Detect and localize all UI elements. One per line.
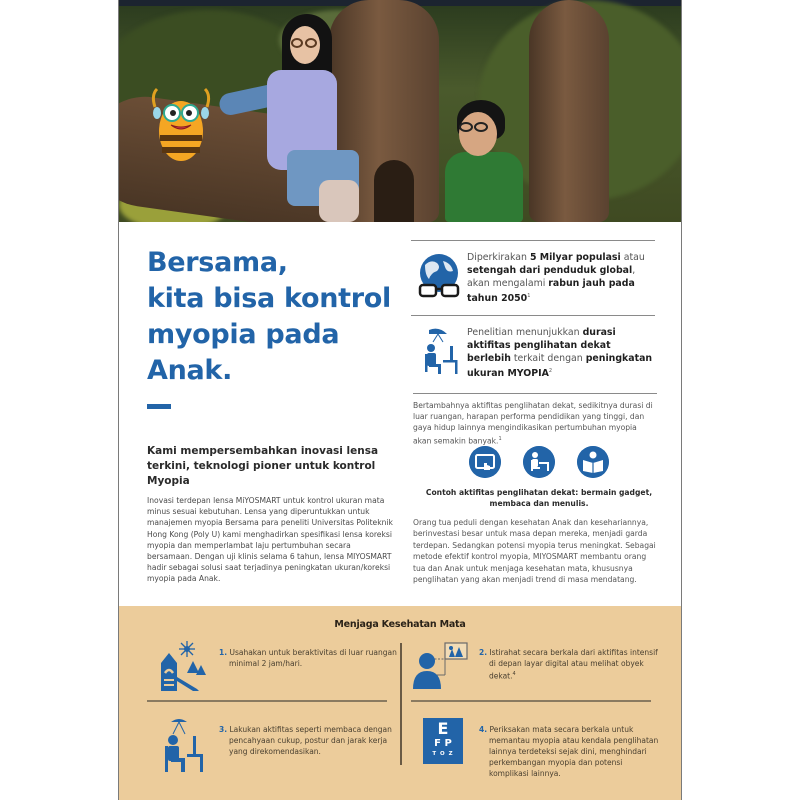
stat-text-bold: setengah dari penduduk global [467, 265, 633, 276]
headline-line: myopia pada [147, 319, 340, 350]
intro-subheading: Kami mempersembahkan inovasi lensa terkini, teknologi pioner untuk kontrol Myopia [147, 445, 379, 487]
playground-sun-icon [159, 639, 207, 693]
bee-mascot [149, 85, 213, 167]
brochure-page [118, 0, 682, 800]
desk-lamp-posture-icon [159, 716, 207, 776]
stat-text [467, 326, 653, 380]
stat-text-part: , akan mengalami [467, 265, 636, 289]
accent-dash [147, 404, 171, 409]
stat-text-part: Diperkirakan [467, 252, 530, 263]
headline-line: kita bisa kontrol [147, 283, 391, 314]
girl-leg [319, 180, 359, 222]
tip-text [479, 647, 659, 682]
person-screen-icon [411, 639, 471, 693]
horizontal-divider [147, 700, 387, 702]
tip-text [479, 724, 659, 779]
girl-glasses [291, 38, 303, 48]
boy-glasses [459, 122, 473, 132]
stat-text-part: Penelitian menunjukkan [467, 327, 583, 338]
tip-number: 1. [219, 648, 228, 657]
footnote-ref: 4 [512, 671, 516, 677]
girl-glasses [305, 38, 317, 48]
stat-research [411, 315, 655, 390]
stat-text-bold: peningkatan ukuran MYOPIA [467, 353, 653, 380]
tip-text [219, 647, 399, 669]
footnote-ref: 1 [498, 435, 502, 442]
stat-text-part: atau [620, 252, 645, 263]
boy-glasses [474, 122, 488, 132]
headline [147, 245, 397, 389]
stat-text-bold: rabun jauh pada tahun 2050 [467, 278, 635, 305]
boy-face [459, 112, 497, 156]
tip-number: 4. [479, 725, 488, 734]
tips-title: Menjaga Kesehatan Mata [334, 619, 466, 630]
tip-number: 3. [219, 725, 228, 734]
parents-paragraph: Orang tua peduli dengan kesehatan Anak dan kesehariannya, berinvestasi besar untuk masa depan mereka, menjadi garda terdepan. Sedangkan potensi myopia terus meningkat. Sebagai metode efektif kontrol myopia, MIYOSMART membantu orang tua dan Anak untuk menjaga kesehatan mata, khususnya penglihatan yang akan menjadi trend di masa mendatang. [413, 518, 656, 585]
person-at-desk-icon [417, 328, 461, 376]
tip-text [219, 724, 399, 757]
eye-chart-icon [423, 718, 463, 764]
hero-photo [119, 0, 681, 222]
tip-number: 2. [479, 648, 488, 657]
tips-section [119, 606, 681, 800]
headline-line: Anak. [147, 355, 233, 386]
horizontal-divider [411, 700, 651, 702]
stat-text-bold: durasi aktifitas penglihatan dekat berlebih [467, 327, 616, 364]
stat-text-part: terkait dengan [510, 353, 586, 364]
factors-text: Bertambahnya aktifitas penglihatan dekat, sedikitnya durasi di luar ruangan, harapan performa pendidikan yang tinggi, dan gaya hidup lainnya mengindikasikan pertumbuhan myopia akan semakin banyak. [413, 401, 653, 446]
headline-line: Bersama, [147, 247, 288, 278]
writing-at-desk-icon [523, 446, 555, 478]
reading-book-icon [577, 446, 609, 478]
footnote-ref: 2 [548, 368, 553, 374]
stat-population [411, 240, 655, 315]
tree-trunk [529, 0, 609, 222]
tip-body: Istirahat secara berkala dari aktifitas intensif di depan layar digital atau melihat obyek dekat. [489, 648, 658, 681]
tablet-touch-icon [469, 446, 501, 478]
eye-chart-row: F P [434, 738, 452, 749]
globe-glasses-icon [417, 253, 461, 301]
intro-body: Inovasi terdepan lensa MiYOSMART untuk kontrol ukuran mata minus sesuai kebutuhan. Lensa yang diperuntukkan untuk manajemen myopia Bersama para peneliti Universitas Politeknik Hong Kong (Poly U) kami menghadirkan spesifikasi lensa koreksi myopia dan memperlambat laju pertumbuhan secara bersamaan. Dengan uji klinis selama 6 tahun, lensa MIYOSMART hadir sebagai solusi saat terjadinya peningkatan ukuran/koreksi myopia pada Anak. [147, 496, 393, 584]
eye-chart-row: E [437, 719, 449, 738]
stat-text-bold: 5 Milyar populasi [529, 252, 621, 263]
stat-text [467, 251, 653, 305]
footnote-ref: 1 [527, 293, 531, 299]
tip-body: Lakukan aktifitas seperti membaca dengan pencahyaan cukup, postur dan jarak kerja yang direkomendasikan. [229, 725, 392, 756]
tree-hollow [374, 160, 414, 222]
activity-icons [469, 446, 609, 480]
tip-body: Periksakan mata secara berkala untuk memantau myopia atau kendala penglihatan lainnya terdeteksi sejak dini, menghindari perkembangan myopia dan potensi komplikasi lainnya. [489, 725, 659, 778]
boy-shirt [445, 152, 523, 222]
activities-caption: Contoh aktifitas penglihatan dekat: bermain gadget, membaca dan menulis. [425, 488, 653, 508]
vertical-divider [400, 643, 402, 765]
factors-paragraph [413, 393, 657, 446]
tip-body: Usahakan untuk beraktivitas di luar ruangan minimal 2 jam/hari. [229, 648, 397, 668]
eye-chart-row: T O Z [432, 751, 454, 757]
